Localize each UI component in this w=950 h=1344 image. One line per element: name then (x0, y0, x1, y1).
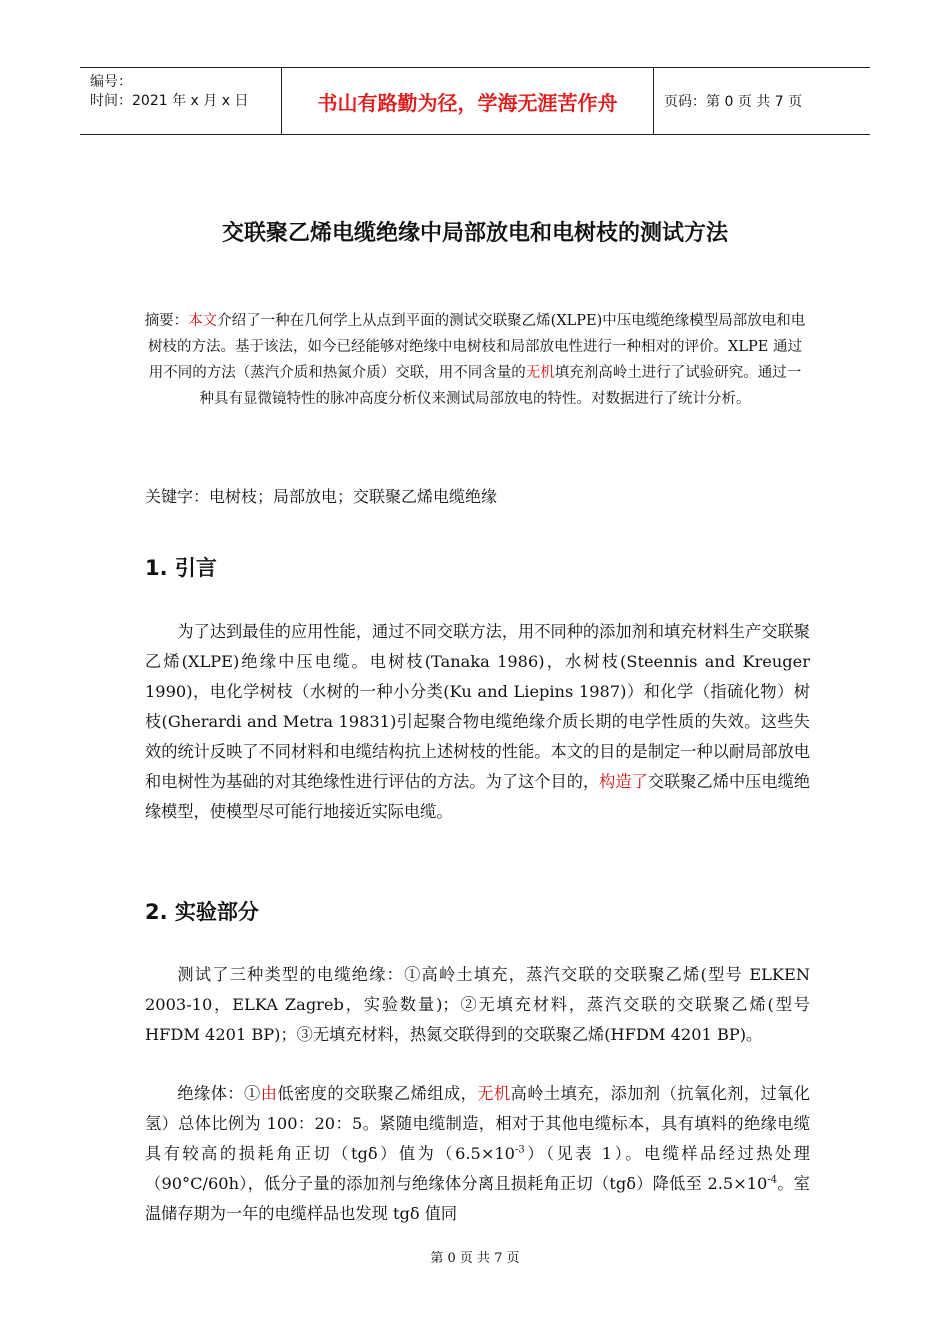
paragraph-text: ）（见表 1）。电缆样品经过热处理（90°C/60h），低分子量的添加剂与绝缘体分离且损耗角正切（tgδ）降低至 2.5×10 (145, 1144, 810, 1193)
abstract-highlight: 无机 (525, 365, 555, 381)
section-heading-introduction: 1. 引言 (145, 556, 217, 580)
paragraph-highlight: 构造了 (599, 772, 648, 791)
paragraph-text: 交联聚乙烯中压电缆绝缘模型，使模型尽可能行地接近实际电缆。 (145, 772, 811, 821)
document-title: 交联聚乙烯电缆绝缘中局部放电和电树枝的测试方法 (221, 221, 728, 246)
abstract (144, 308, 806, 412)
paragraph-text: 低密度的交联聚乙烯组成， (277, 1084, 478, 1103)
document-date-label: 时间：2021 年 x 月 x 日 (90, 93, 249, 109)
experimental-paragraph-1: 测试了三种类型的电缆绝缘：①高岭土填充，蒸汽交联的交联聚乙烯(型号 ELKEN 2003-10，ELKA Zagreb，实验数量)；②无填充材料，蒸汽交联的交联聚乙烯(型号 HFDM 4201 BP)；③无填充材料，热氮交联得到的交联聚乙烯(HFDM 4201 BP)。 (145, 965, 810, 1044)
header-page-number: 页码：第 0 页 共 7 页 (664, 94, 803, 110)
paragraph-text: 绝缘体：① (177, 1084, 261, 1103)
experimental-paragraph-2 (145, 1079, 810, 1229)
section-heading-experimental: 2. 实验部分 (145, 900, 259, 924)
superscript: -3 (514, 1144, 525, 1156)
paragraph-text: 。室温储存期为一年的电缆样品也发现 tgδ 值同 (145, 1174, 810, 1223)
paragraph-highlight: 由 (260, 1084, 278, 1103)
page-header (80, 67, 870, 135)
abstract-text: 摘要： (144, 313, 189, 329)
keywords: 关键字：电树枝；局部放电；交联聚乙烯电缆绝缘 (145, 487, 498, 506)
paragraph-text: 为了达到最佳的应用性能，通过不同交联方法，用不同种的添加剂和填充材料生产交联聚乙烯(XLPE)绝缘中压电缆。电树枝(Tanaka 1986)，水树枝(Steennis and Kreuger 1990)，电化学树枝（水树的一种小分类(Ku and Liepins 1987)）和化学（指硫化物）树枝(Gherardi and Metra 19831)引起聚合物电缆绝缘介质长期的电学性质的失效。这些失效的统计反映了不同材料和电缆结构抗上述树枝的性能。本文的目的是制定一种以耐局部放电和电树性为基础的对其绝缘性进行评估的方法。为了这个目的， (145, 622, 810, 791)
superscript: -4 (767, 1174, 778, 1186)
header-info-cell (80, 68, 282, 134)
paragraph-highlight: 无机 (477, 1084, 511, 1103)
header-motto: 书山有路勤为径，学海无涯苦作舟 (282, 68, 654, 134)
abstract-text: 介绍了一种在几何学上从点到平面的测试交联聚乙烯(XLPE)中压电缆绝缘模型局部放电和电树枝的方法。基于该法，如今已经能够对绝缘中电树枝和局部放电性进行一种相对的评价。XLPE 通过用不同的方法（蒸汽介质和热氮介质）交联，用不同含量的 (148, 313, 806, 381)
page-footer: 第 0 页 共 7 页 (430, 1251, 520, 1266)
paragraph-text: 高岭土填充，添加剂（抗氧化剂，过氧化氢）总体比例为 100：20：5。紧随电缆制造，相对于其他电缆标本，具有填料的绝缘电缆具有较高的损耗角正切（tgδ）值为（6.5×10 (145, 1084, 811, 1163)
introduction-paragraph (145, 617, 810, 827)
document-number-label: 编号： (90, 74, 132, 90)
abstract-text: 填充剂高岭土进行了试验研究。通过一种具有显微镜特性的脉冲高度分析仪来测试局部放电的特性。对数据进行了统计分析。 (199, 365, 802, 407)
abstract-highlight: 本文 (188, 313, 218, 329)
